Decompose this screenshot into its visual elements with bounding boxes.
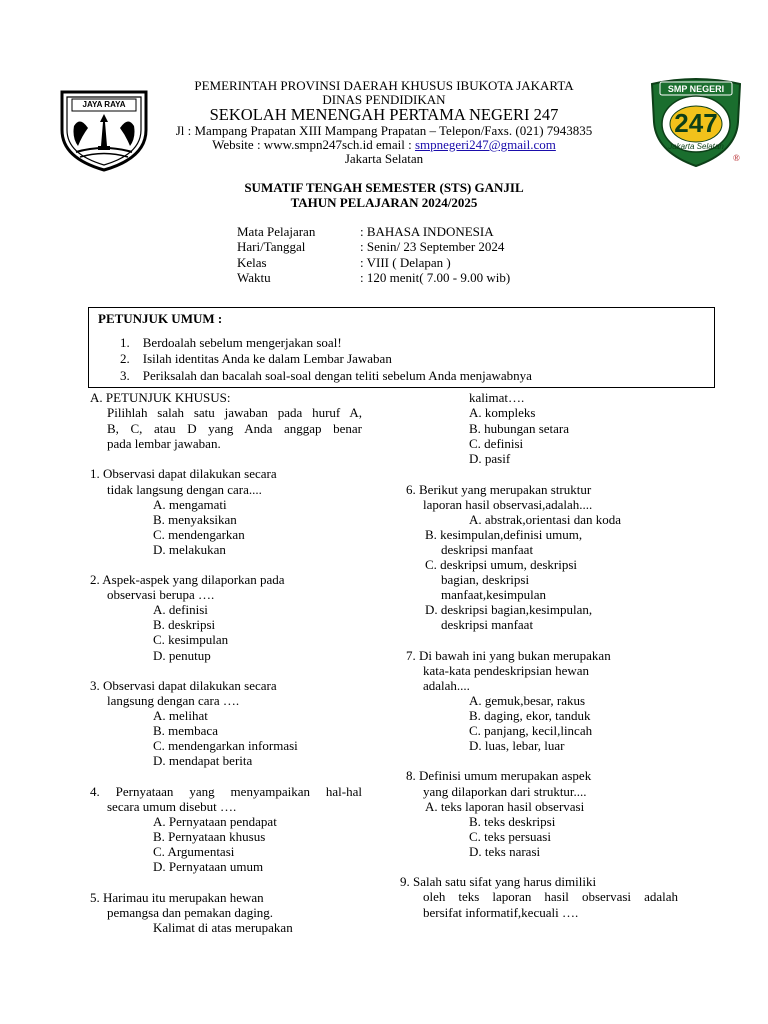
answer-option: A. mengamati <box>153 497 227 512</box>
question-text: oleh teks laporan hasil observasi adalah <box>423 889 678 904</box>
school-address: Jl : Mampang Prapatan XIII Mampang Prapatan – Telepon/Faxs. (021) 7943835 <box>175 123 593 138</box>
question-text: 2. Aspek-aspek yang dilaporkan pada <box>90 572 285 587</box>
question-text: 9. Salah satu sifat yang harus dimiliki <box>400 874 597 889</box>
answer-option: A. Pernyataan pendapat <box>153 814 277 829</box>
special-instructions-text: B, C, atau D yang Anda anggap benar <box>107 421 362 436</box>
answer-option: A. gemuk,besar, rakus <box>469 693 586 708</box>
question-text: bersifat informatif,kecuali …. <box>423 905 579 920</box>
question-text: 7. Di bawah ini yang bukan merupakan <box>406 648 611 663</box>
answer-option: C. Argumentasi <box>153 844 235 859</box>
question-text: yang dilaporkan dari struktur.... <box>423 784 587 799</box>
answer-option: A. definisi <box>153 602 208 617</box>
special-instructions-text: pada lembar jawaban. <box>107 436 221 451</box>
general-instructions-title: PETUNJUK UMUM : <box>98 311 223 326</box>
answer-option: B. daging, ekor, tanduk <box>469 708 591 723</box>
answer-option: deskripsi manfaat <box>441 542 534 557</box>
special-instructions-text: Pilihlah salah satu jawaban pada huruf A, <box>107 405 362 420</box>
info-label: Waktu <box>237 269 271 285</box>
school-city: Jakarta Selatan <box>344 151 424 166</box>
answer-option: C. panjang, kecil,lincah <box>469 723 593 738</box>
answer-option: C. mendengarkan <box>153 527 245 542</box>
question-text: 6. Berikut yang merupakan struktur <box>406 482 592 497</box>
answer-option: D. melakukan <box>153 542 226 557</box>
school-website-email <box>160 137 608 152</box>
info-value: : 120 menit( 7.00 - 9.00 wib) <box>360 269 511 285</box>
question-text: 5. Harimau itu merupakan hewan <box>90 890 264 905</box>
general-instruction-item: 1. Berdoalah sebelum mengerjakan soal! <box>120 335 342 350</box>
answer-option: manfaat,kesimpulan <box>441 587 547 602</box>
school-name: SEKOLAH MENENGAH PERTAMA NEGERI 247 <box>209 105 559 124</box>
answer-option: B. membaca <box>153 723 218 738</box>
question-text: 3. Observasi dapat dilakukan secara <box>90 678 277 693</box>
answer-option: D. penutup <box>153 648 211 663</box>
answer-option: B. deskripsi <box>153 617 216 632</box>
answer-option: A. teks laporan hasil observasi <box>425 799 585 814</box>
general-instruction-item: 3. Periksalah dan bacalah soal-soal dengan teliti sebelum Anda menjawabnya <box>120 368 532 383</box>
left-logo-jaya-raya <box>58 86 150 172</box>
answer-option: A. melihat <box>153 708 208 723</box>
info-row-subject <box>237 224 637 239</box>
general-instruction-item: 2. Isilah identitas Anda ke dalam Lembar Jawaban <box>120 351 392 366</box>
answer-option: D. luas, lebar, luar <box>469 738 565 753</box>
answer-option: D. deskripsi bagian,kesimpulan, <box>425 602 593 617</box>
question-text: adalah.... <box>423 678 470 693</box>
answer-option: bagian, deskripsi <box>441 572 530 587</box>
right-logo-top-text: SMP NEGERI <box>667 84 725 94</box>
answer-option: B. hubungan setara <box>469 421 570 436</box>
left-logo-text: JAYA RAYA <box>82 100 126 109</box>
question-text: langsung dengan cara …. <box>107 693 240 708</box>
registered-mark: ® <box>733 153 740 163</box>
header-line-1: PEMERINTAH PROVINSI DAERAH KHUSUS IBUKOTA JAKARTA <box>194 78 574 93</box>
question-text: laporan hasil observasi,adalah.... <box>423 497 593 512</box>
question-text: pemangsa dan pemakan daging. <box>107 905 274 920</box>
info-label: Kelas <box>237 254 267 270</box>
answer-option: D. Pernyataan umum <box>153 859 264 874</box>
answer-option: C. mendengarkan informasi <box>153 738 298 753</box>
info-value: : BAHASA INDONESIA <box>360 224 494 239</box>
header-line-2: DINAS PENDIDIKAN <box>322 92 446 107</box>
answer-option: deskripsi manfaat <box>441 617 534 632</box>
answer-option: A. kompleks <box>469 405 536 420</box>
exam-info <box>237 224 637 285</box>
answer-option: B. menyaksikan <box>153 512 237 527</box>
exam-title-2: TAHUN PELAJARAN 2024/2025 <box>290 195 478 210</box>
answer-option: A. abstrak,orientasi dan koda <box>469 512 621 527</box>
email-link[interactable]: smpnegeri247@gmail.com <box>414 137 556 152</box>
info-label: Hari/Tanggal <box>237 239 306 255</box>
special-instructions-title: A. PETUNJUK KHUSUS: <box>90 390 231 405</box>
info-value: : Senin/ 23 September 2024 <box>360 239 505 255</box>
answer-option: B. teks deskripsi <box>469 814 556 829</box>
question-text: observasi berupa …. <box>107 587 215 602</box>
question-text: kalimat…. <box>469 390 525 405</box>
question-text: kata-kata pendeskripsian hewan <box>423 663 590 678</box>
answer-option: D. teks narasi <box>469 844 541 859</box>
info-row-class <box>237 255 637 270</box>
question-text: secara umum disebut …. <box>107 799 237 814</box>
question-text: tidak langsung dengan cara.... <box>107 482 262 497</box>
answer-option: B. Pernyataan khusus <box>153 829 266 844</box>
question-text: 8. Definisi umum merupakan aspek <box>406 768 592 783</box>
right-logo-number: 247 <box>674 108 718 138</box>
answer-option: C. teks persuasi <box>469 829 551 844</box>
info-row-date <box>237 239 637 254</box>
question-text: 4. Pernyataan yang menyampaikan hal-hal <box>90 784 362 799</box>
answer-option: C. kesimpulan <box>153 632 229 647</box>
exam-title-1: SUMATIF TENGAH SEMESTER (STS) GANJIL <box>244 180 524 195</box>
answer-option: B. kesimpulan,definisi umum, <box>425 527 583 542</box>
question-text: Kalimat di atas merupakan <box>153 920 293 935</box>
answer-option: D. pasif <box>469 451 511 466</box>
question-text: 1. Observasi dapat dilakukan secara <box>90 466 277 481</box>
answer-option: C. definisi <box>469 436 524 451</box>
right-logo-bottom-text: Jakarta Selatan <box>668 142 724 151</box>
answer-option: C. deskripsi umum, deskripsi <box>425 557 578 572</box>
right-logo-smpn-247 <box>646 76 746 170</box>
answer-option: D. mendapat berita <box>153 753 253 768</box>
info-value: : VIII ( Delapan ) <box>360 254 451 270</box>
info-row-time <box>237 270 637 285</box>
info-label: Mata Pelajaran <box>237 224 316 239</box>
website-text: Website : www.smpn247sch.id email : <box>212 137 415 152</box>
